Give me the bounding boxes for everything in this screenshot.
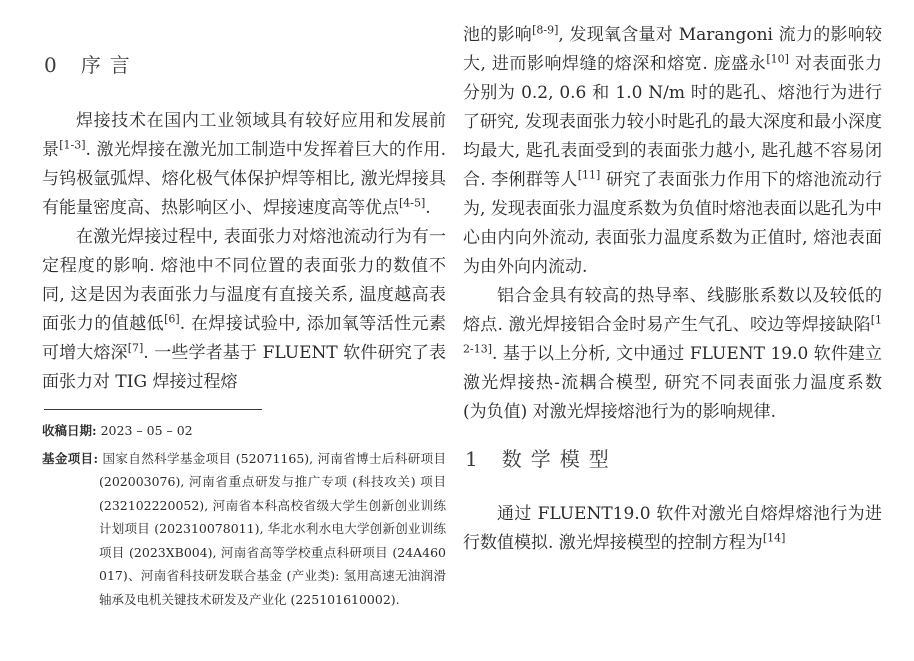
citation-ref: [11]: [577, 168, 601, 182]
citation-ref: [14]: [762, 531, 786, 545]
section-heading-math-model: [465, 444, 882, 474]
citation-ref: [4-5]: [399, 196, 426, 210]
citation-ref: [1-3]: [59, 138, 86, 152]
citation-ref: [12-13]: [463, 313, 882, 356]
citation-ref: [7]: [127, 341, 144, 355]
footnote-divider: [44, 409, 262, 410]
section-number: 1: [465, 447, 478, 471]
paragraph-simulation-method: 通过 FLUENT19.0 软件对激光自熔焊熔池行为进行数值模拟. 激光焊接模型的控制方程为[14]: [463, 504, 882, 553]
citation-ref: [6]: [164, 312, 180, 326]
paragraph-aluminum-alloy-motivation: 铝合金具有较高的热导率、线膨胀系数以及较低的熔点. 激光焊接铝合金时易产生气孔、咬边等焊接缺陷[12-13]. 基于以上分析, 文中通过 FLUENT 19.0 软件建立激光焊接热-流耦合模型, 研究不同表面张力温度系数 (为负值) 对激光焊接熔池行为的影响规律.: [463, 286, 882, 422]
footnote-received-date: [42, 419, 446, 443]
footnote-fund-projects: [42, 447, 446, 612]
section-title: 数学模型: [501, 447, 618, 471]
received-date-value: 2023 – 05 – 02: [100, 423, 193, 438]
citation-ref: [10]: [766, 52, 789, 66]
received-date-label: 收稿日期:: [42, 423, 97, 438]
section-title: 序言: [80, 53, 139, 77]
fund-projects-label: 基金项目:: [42, 450, 99, 466]
section-number: 0: [44, 53, 57, 77]
paragraph-surface-tension-intro: 在激光焊接过程中, 表面张力对熔池流动行为有一定程度的影响. 熔池中不同位置的表面张力的数值不同, 这是因为表面张力与温度有直接关系, 温度越高表面张力的值越低[6]. 在焊接试验中, 添加氧等活性元素可增大熔深[7]. 一些学者基于 FLUENT 软件研究了表面张力对 TIG 焊接过程熔: [42, 227, 447, 392]
footnote-block: [42, 409, 446, 611]
right-column: [463, 0, 882, 558]
fund-projects-value: 国家自然科学基金项目 (52071165), 河南省博士后科研项目 (202003076), 河南省重点研发与推广专项 (科技攻关) 项目 (232102220052), 河南省本科高校省级大学生创新创业训练计划项目 (202310078011), 华北水利水电大学创新创业训练项目 (2023XB004), 河南省高等学校重点科研项目 (24A460017)、河南省科技研发联合基金 (产业类): 氢用高速无油润滑轴承及电机关键技术研发及产业化 (225101610002).: [99, 450, 446, 607]
paragraph-continued-literature-review: 池的影响[8-9], 发现氧含量对 Marangoni 流力的影响较大, 进而影响焊缝的熔深和熔宽. 庞盛永[10] 对表面张力分别为 0.2, 0.6 和 1.0 N/m 时的匙孔、熔池行为进行了研究, 发现表面张力较小时匙孔的最大深度和最小深度均最大, 匙孔表面受到的表面张力越小, 匙孔越不容易闭合. 李俐群等人[11] 研究了表面张力作用下的熔池流动行为, 发现表面张力温度系数为负值时熔池表面以匙孔为中心由内向外流动, 表面张力温度系数为正值时, 熔池表面为由外向内流动.: [463, 23, 883, 277]
paragraph-welding-overview: 焊接技术在国内工业领域具有较好应用和发展前景[1-3]. 激光焊接在激光加工制造中发挥着巨大的作用. 与钨极氩弧焊、熔化极气体保护焊等相比, 激光焊接具有能量密度高、热影响区小、焊接速度高等优点[4-5].: [42, 111, 447, 218]
left-column: [42, 0, 446, 611]
section-heading-introduction: [44, 50, 446, 80]
citation-ref: [8-9]: [532, 23, 559, 37]
